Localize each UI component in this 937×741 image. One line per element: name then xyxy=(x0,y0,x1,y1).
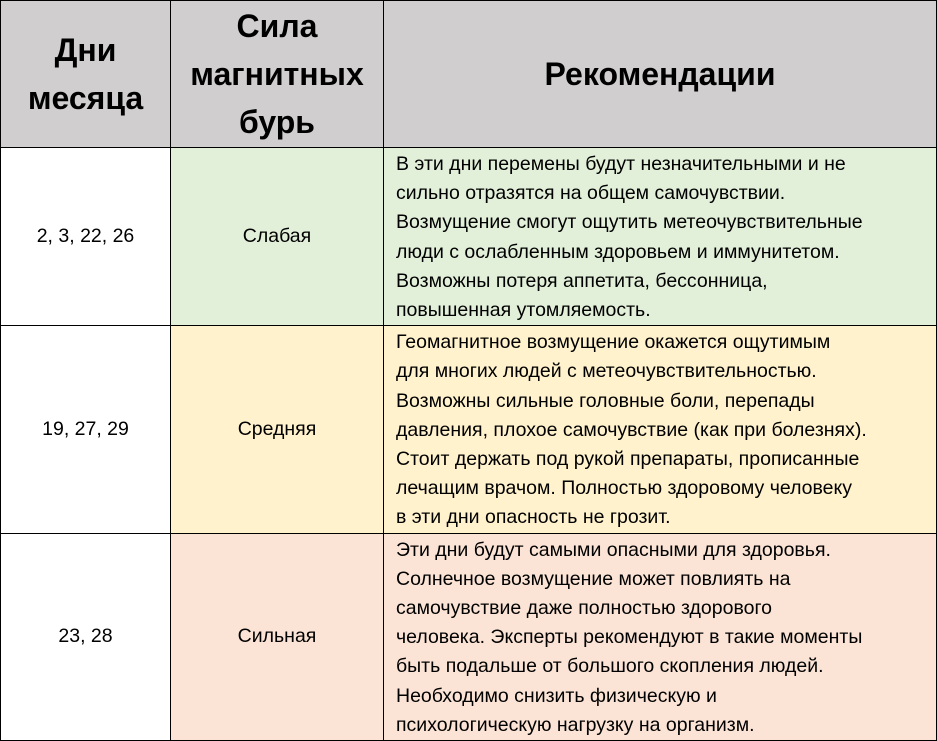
header-days xyxy=(1,1,171,148)
recommendation-line: лечащим врачом. Полностью здоровому человеку xyxy=(396,477,853,500)
recommendation-line: Возможны сильные головные боли, перепады xyxy=(396,389,815,412)
strength-cell: Средняя xyxy=(171,326,384,533)
recommendation-line: Возмущение смогут ощутить метеочувствительные xyxy=(396,211,863,234)
recommendation-line: В эти дни перемены будут незначительными и не xyxy=(396,153,846,175)
recommendation-line: люди с ослабленным здоровьем и иммунитетом. xyxy=(396,240,840,263)
table-row xyxy=(1,148,937,326)
recommendation-line: человека. Эксперты рекомендуют в такие моменты xyxy=(396,626,863,649)
recommendation-line: давления, плохое самочувствие (как при болезнях). xyxy=(396,418,867,441)
strength-cell: Слабая xyxy=(171,148,384,326)
header-strength-line: Сила xyxy=(236,8,318,44)
recommendation-line: в эти дни опасность не грозит. xyxy=(396,506,671,529)
recommendation-line: для многих людей с метеочувствительностью. xyxy=(396,360,817,383)
recommendation-line: Стоит держать под рукой препараты, прописанные xyxy=(396,448,860,471)
header-days-line: месяца xyxy=(27,80,144,116)
recommendation-line: Геомагнитное возмущение окажется ощутимым xyxy=(396,331,831,354)
recommendation-line: самочувствие даже полностью здорового xyxy=(396,597,772,620)
recommendation-line: Солнечное возмущение может повлиять на xyxy=(396,567,791,590)
recommendation-line: сильно отразятся на общем самочувствии. xyxy=(396,182,786,205)
recommendation-cell xyxy=(384,148,937,326)
header-strength-line: бурь xyxy=(239,104,315,140)
table-header-row xyxy=(1,1,937,148)
header-strength-line: магнитных xyxy=(190,56,364,92)
days-cell: 2, 3, 22, 26 xyxy=(1,148,171,326)
table-row xyxy=(1,533,937,740)
recommendation-line: быть подальше от большого скопления людей. xyxy=(396,655,824,678)
recommendation-line: Эти дни будут самыми опасными для здоровья. xyxy=(396,538,831,561)
recommendation-cell xyxy=(384,326,937,533)
days-cell: 19, 27, 29 xyxy=(1,326,171,533)
recommendation-line: Возможны потеря аппетита, бессонница, xyxy=(396,269,768,292)
header-recommendations: Рекомендации xyxy=(384,1,937,148)
strength-cell: Сильная xyxy=(171,533,384,740)
recommendation-line: психологическую нагрузку на организм. xyxy=(396,713,755,736)
recommendation-line: Необходимо снизить физическую и xyxy=(396,684,717,707)
table-row xyxy=(1,326,937,533)
header-strength xyxy=(171,1,384,148)
recommendation-line: повышенная утомляемость. xyxy=(396,299,651,322)
header-days-line: Дни xyxy=(54,32,117,68)
recommendation-cell xyxy=(384,533,937,740)
days-cell: 23, 28 xyxy=(1,533,171,740)
